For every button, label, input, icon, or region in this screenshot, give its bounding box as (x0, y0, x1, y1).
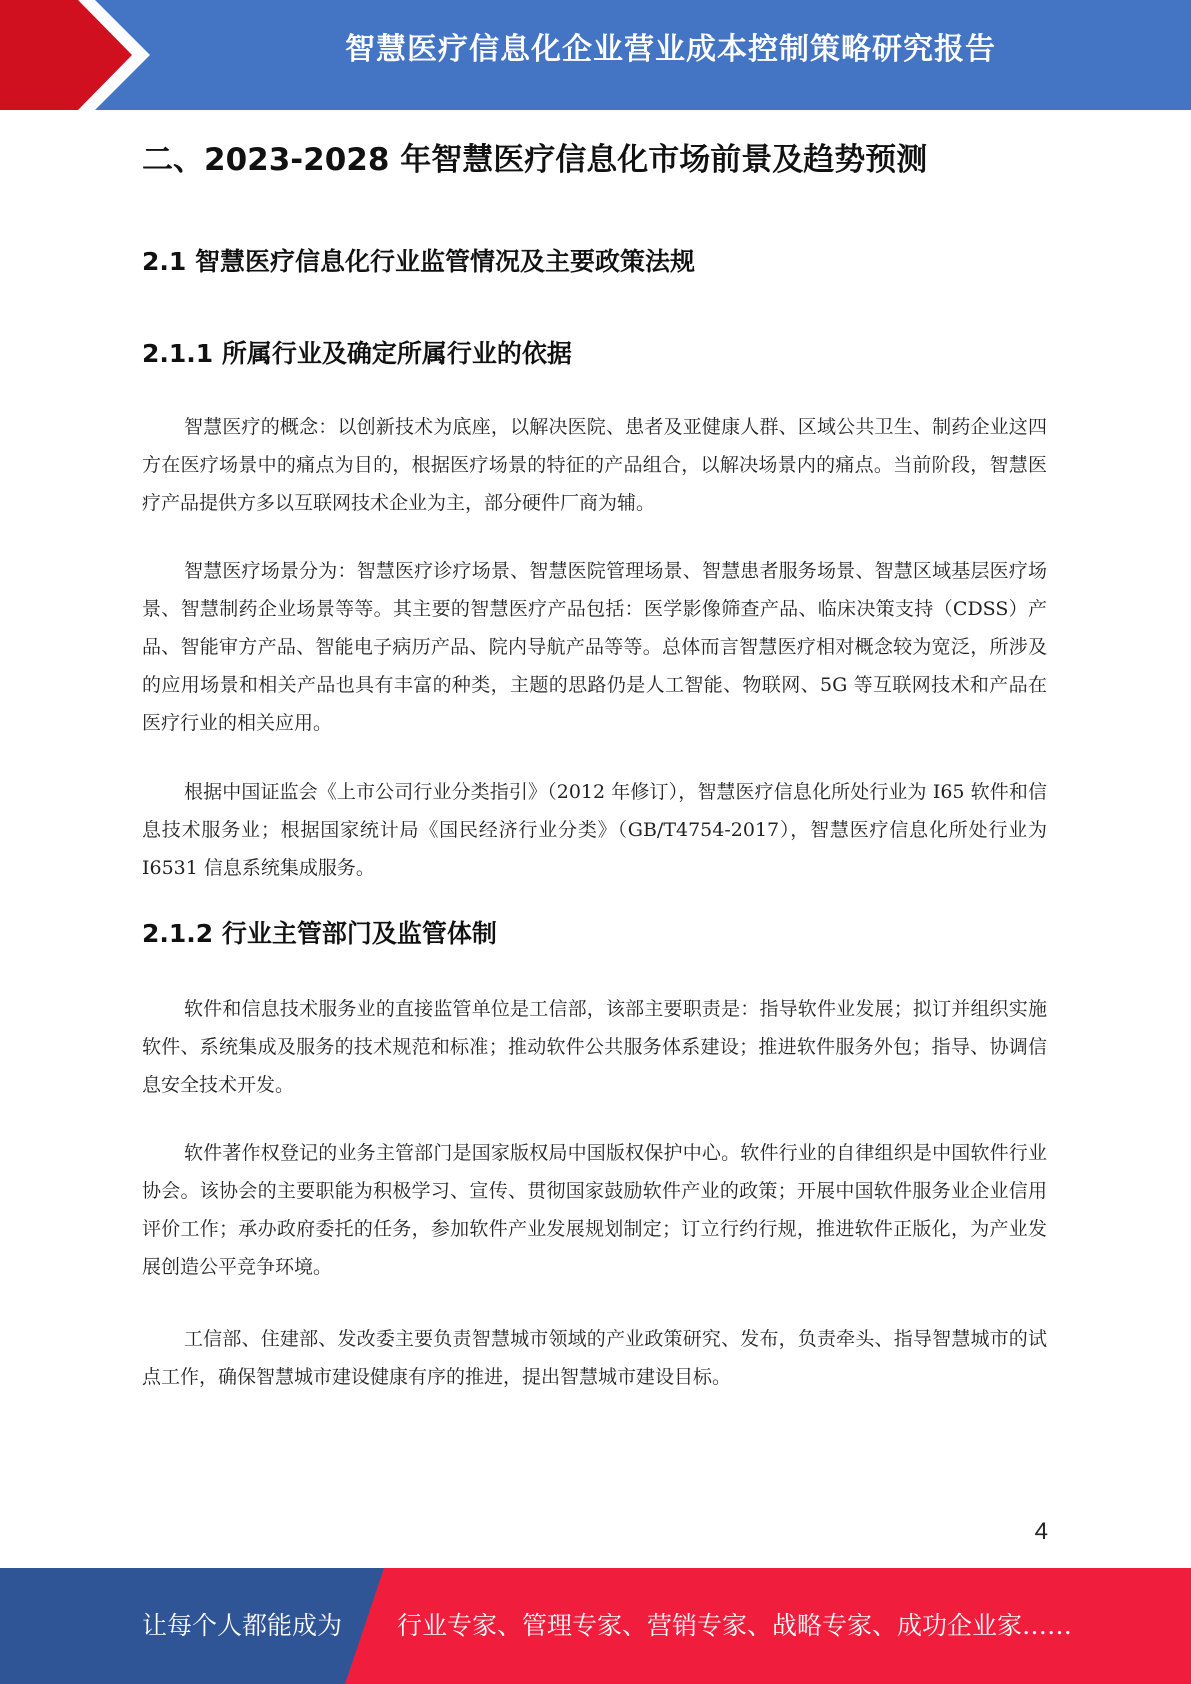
paragraph: 软件著作权登记的业务主管部门是国家版权局中国版权保护中心。软件行业的自律组织是中国软件行业协会。该协会的主要职能为积极学习、宣传、贯彻国家鼓励软件产业的政策；开展中国软件服务业企业信用评价工作；承办政府委托的任务，参加软件产业发展规划制定；订立行约行规，推进软件正版化，为产业发展创造公平竞争环境。 (142, 1142, 1047, 1278)
report-footer (0, 1568, 1191, 1684)
paragraph: 智慧医疗的概念：以创新技术为底座，以解决医院、患者及亚健康人群、区域公共卫生、制药企业这四方在医疗场景中的痛点为目的，根据医疗场景的特征的产品组合，以解决场景内的痛点。当前阶段，智慧医疗产品提供方多以互联网技术企业为主，部分硬件厂商为辅。 (142, 416, 1047, 514)
page-number: 4 (1034, 1518, 1048, 1545)
footer-slogan-right: 行业专家、管理专家、营销专家、战略专家、成功企业家…… (397, 1611, 1073, 1640)
paragraph: 根据中国证监会《上市公司行业分类指引》（2012 年修订），智慧医疗信息化所处行业为 I65 软件和信息技术服务业；根据国家统计局《国民经济行业分类》（GB/T4754-2017），智慧医疗信息化所处行业为 I6531 信息系统集成服务。 (142, 781, 1047, 879)
sub-sub-heading-1: 2.1.1 所属行业及确定所属行业的依据 (142, 339, 572, 368)
footer-slogan-left: 让每个人都能成为 (142, 1611, 343, 1640)
section-heading: 二、2023-2028 年智慧医疗信息化市场前景及趋势预测 (142, 142, 928, 178)
paragraph: 软件和信息技术服务业的直接监管单位是工信部，该部主要职责是：指导软件业发展；拟订并组织实施软件、系统集成及服务的技术规范和标准；推动软件公共服务体系建设；推进软件服务外包；指导、协调信息安全技术开发。 (142, 998, 1047, 1096)
sub-sub-heading-2: 2.1.2 行业主管部门及监管体制 (142, 919, 497, 948)
paragraph: 工信部、住建部、发改委主要负责智慧城市领域的产业政策研究、发布，负责牵头、指导智慧城市的试点工作，确保智慧城市建设健康有序的推进，提出智慧城市建设目标。 (142, 1328, 1047, 1388)
sub-heading: 2.1 智慧医疗信息化行业监管情况及主要政策法规 (142, 247, 695, 276)
report-header (0, 0, 1191, 110)
paragraph: 智慧医疗场景分为：智慧医疗诊疗场景、智慧医院管理场景、智慧患者服务场景、智慧区域基层医疗场景、智慧制药企业场景等等。其主要的智慧医疗产品包括：医学影像筛查产品、临床决策支持（CDSS）产品、智能审方产品、智能电子病历产品、院内导航产品等等。总体而言智慧医疗相对概念较为宽泛，所涉及的应用场景和相关产品也具有丰富的种类，主题的思路仍是人工智能、物联网、5G 等互联网技术和产品在医疗行业的相关应用。 (142, 560, 1047, 734)
report-title: 智慧医疗信息化企业营业成本控制策略研究报告 (345, 32, 996, 67)
